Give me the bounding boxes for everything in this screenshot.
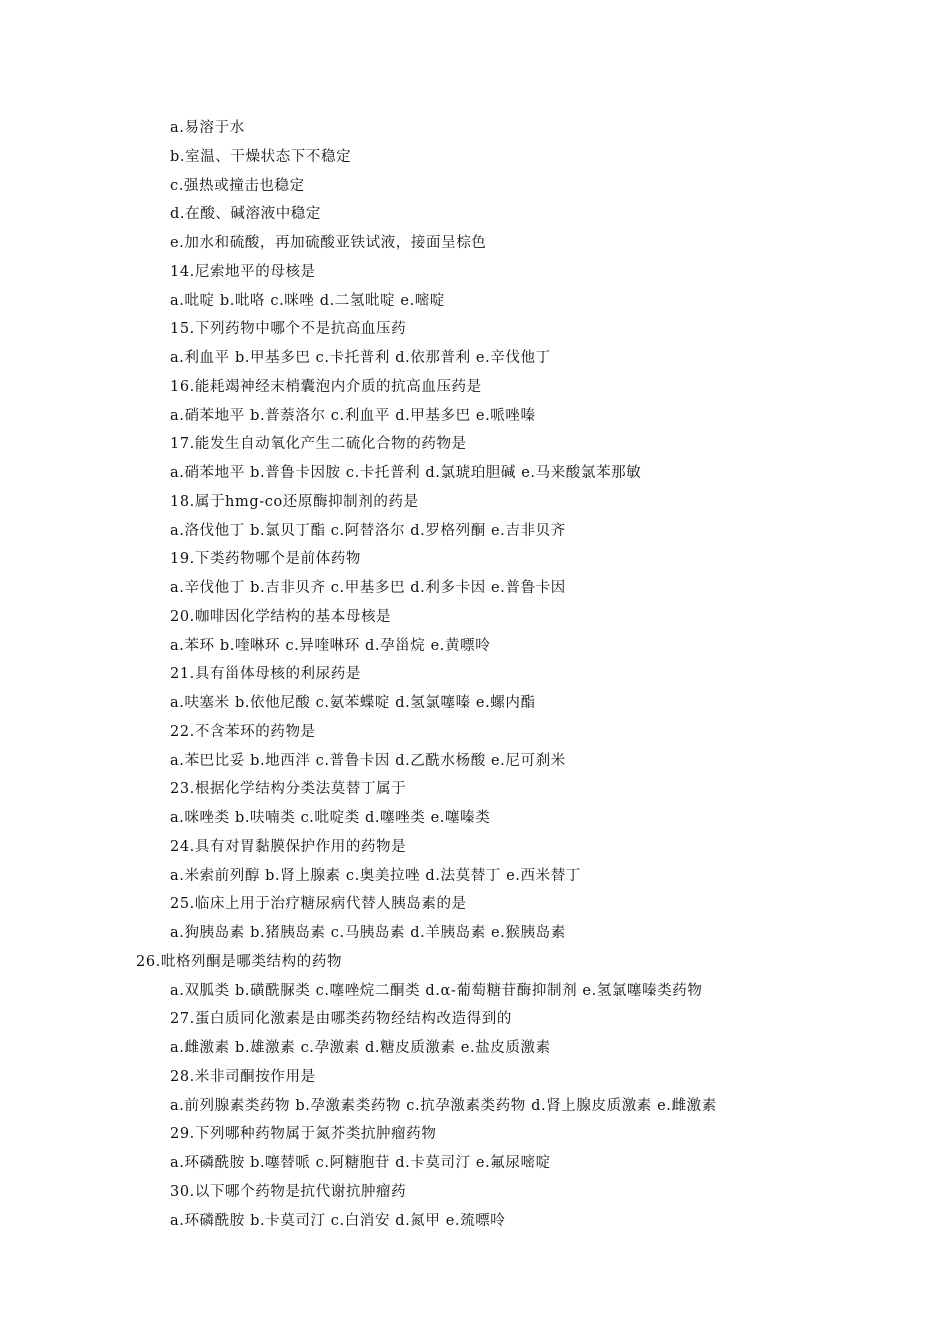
answer-options: a.前列腺素类药物 b.孕激素类药物 c.抗孕激素类药物 d.肾上腺皮质激素 e.雌激素 bbox=[170, 1097, 717, 1114]
question-text: 16.能耗竭神经末梢囊泡内介质的抗高血压药是 bbox=[170, 378, 482, 395]
answer-options: a.环磷酰胺 b.卡莫司汀 c.白消安 d.氮甲 e.巯嘌呤 bbox=[170, 1212, 506, 1229]
answer-options: a.硝苯地平 b.普鲁卡因胺 c.卡托普利 d.氯琥珀胆碱 e.马来酸氯苯那敏 bbox=[170, 465, 642, 481]
answer-options: a.硝苯地平 b.普萘洛尔 c.利血平 d.甲基多巴 e.哌唑嗪 bbox=[170, 407, 536, 424]
answer-options: a.呋塞米 b.依他尼酸 c.氨苯蝶啶 d.氢氯噻嗪 e.螺内酯 bbox=[170, 695, 536, 711]
answer-options: a.雌激素 b.雄激素 c.孕激素 d.糖皮质激素 e.盐皮质激素 bbox=[170, 1040, 551, 1056]
answer-options: a.环磷酰胺 b.噻替哌 c.阿糖胞苷 d.卡莫司汀 e.氟尿嘧啶 bbox=[170, 1155, 551, 1171]
answer-options: e.加水和硫酸，再加硫酸亚铁试液，接面呈棕色 bbox=[170, 235, 487, 251]
question-text: 24.具有对胃黏膜保护作用的药物是 bbox=[170, 838, 407, 855]
question-text: 26.吡格列酮是哪类结构的药物 bbox=[136, 953, 343, 970]
question-text: 15.下列药物中哪个不是抗高血压药 bbox=[170, 321, 407, 338]
question-text: 22.不含苯环的药物是 bbox=[170, 723, 316, 740]
answer-options: b.室温、干燥状态下不稳定 bbox=[170, 148, 352, 165]
question-text: 20.咖啡因化学结构的基本母核是 bbox=[170, 608, 392, 625]
question-text: 25.临床上用于治疗糖尿病代替人胰岛素的是 bbox=[170, 896, 467, 913]
question-list bbox=[0, 114, 950, 1235]
answer-options: a.辛伐他丁 b.吉非贝齐 c.甲基多巴 d.利多卡因 e.普鲁卡因 bbox=[170, 580, 566, 596]
answer-options: a.狗胰岛素 b.猪胰岛素 c.马胰岛素 d.羊胰岛素 e.猴胰岛素 bbox=[170, 925, 566, 941]
answer-options: a.易溶于水 bbox=[170, 120, 245, 136]
answer-options: a.双胍类 b.磺酰脲类 c.噻唑烷二酮类 d.α-葡萄糖苷酶抑制剂 e.氢氯噻嗪类药物 bbox=[170, 982, 703, 999]
question-text: 27.蛋白质同化激素是由哪类药物经结构改造得到的 bbox=[170, 1011, 512, 1028]
question-text: 21.具有甾体母核的利尿药是 bbox=[170, 666, 361, 683]
question-text: 17.能发生自动氧化产生二硫化合物的药物是 bbox=[170, 436, 467, 453]
question-text: 19.下类药物哪个是前体药物 bbox=[170, 551, 361, 568]
answer-options: a.利血平 b.甲基多巴 c.卡托普利 d.依那普利 e.辛伐他丁 bbox=[170, 350, 551, 366]
question-text: 14.尼索地平的母核是 bbox=[170, 263, 316, 280]
answer-options: a.苯巴比妥 b.地西泮 c.普鲁卡因 d.乙酰水杨酸 e.尼可刹米 bbox=[170, 752, 566, 769]
question-text: 30.以下哪个药物是抗代谢抗肿瘤药 bbox=[170, 1183, 407, 1200]
question-text: 29.下列哪种药物属于氮芥类抗肿瘤药物 bbox=[170, 1126, 437, 1143]
answer-options: a.苯环 b.喹啉环 c.异喹啉环 d.孕甾烷 e.黄嘌呤 bbox=[170, 637, 491, 654]
answer-options: d.在酸、碱溶液中稳定 bbox=[170, 206, 321, 223]
answer-options: a.洛伐他丁 b.氯贝丁酯 c.阿替洛尔 d.罗格列酮 e.吉非贝齐 bbox=[170, 522, 566, 539]
answer-options: a.咪唑类 b.呋喃类 c.吡啶类 d.噻唑类 e.噻嗪类 bbox=[170, 810, 491, 826]
question-text: 23.根据化学结构分类法莫替丁属于 bbox=[170, 781, 407, 798]
question-text: 28.米非司酮按作用是 bbox=[170, 1068, 316, 1085]
answer-options: c.强热或撞击也稳定 bbox=[170, 177, 305, 194]
question-text: 18.属于hmg-co还原酶抑制剂的药是 bbox=[170, 493, 419, 510]
answer-options: a.吡啶 b.吡咯 c.咪唑 d.二氢吡啶 e.嘧啶 bbox=[170, 292, 445, 309]
answer-options: a.米索前列醇 b.肾上腺素 c.奥美拉唑 d.法莫替丁 e.西米替丁 bbox=[170, 867, 581, 884]
